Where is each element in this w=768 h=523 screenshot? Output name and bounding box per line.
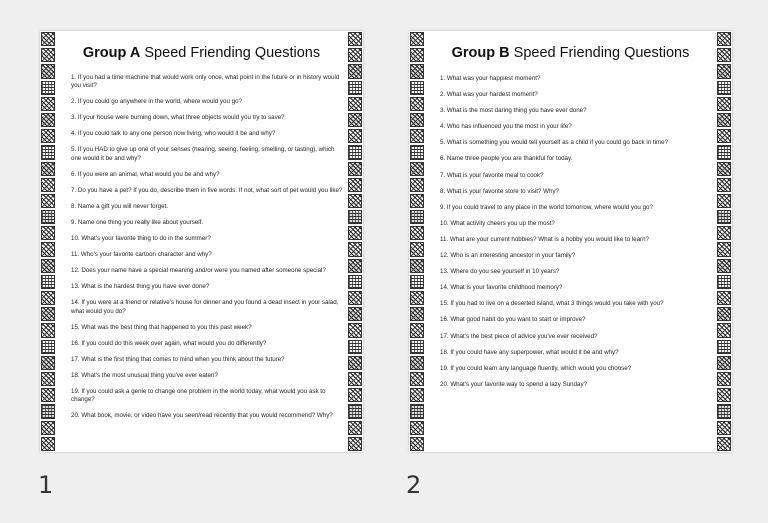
border-pattern-tile <box>348 259 362 273</box>
border-pattern-tile <box>717 437 731 451</box>
question-item: 3. If your house were burning down, what three objects would you try to save? <box>71 114 285 122</box>
question-item: 8. What is your favorite store to visit? Why? <box>440 187 559 195</box>
border-pattern-tile <box>410 323 424 337</box>
border-pattern-tile <box>41 421 55 435</box>
border-pattern-tile <box>717 404 731 418</box>
page-title <box>409 45 732 61</box>
border-pattern-tile <box>348 340 362 354</box>
question-item: 9. If you could travel to any place in the world tomorrow, where would you go? <box>440 203 653 211</box>
border-pattern-tile <box>717 323 731 337</box>
border-pattern-tile <box>348 129 362 143</box>
border-pattern-tile <box>348 97 362 111</box>
border-pattern-tile <box>410 194 424 208</box>
question-item: 18. What's the most unusual thing you've ever eaten? <box>71 371 218 379</box>
question-item: 5. What is something you would tell yourself as a child if you could go back in time? <box>440 139 669 147</box>
question-item: 14. If you were at a friend or relative's house for dinner and you found a dead insect in your salad, what would you do? <box>71 299 339 315</box>
border-pattern-tile <box>41 404 55 418</box>
border-pattern-tile <box>410 388 424 402</box>
question-item: 7. Do you have a pet? If you do, describe them in five words. If not, what sort of pet would you like? <box>71 186 343 194</box>
question-item: 13. What is the hardest thing you have ever done? <box>71 283 210 291</box>
question-item: 3. What is the most daring thing you have ever done? <box>440 107 587 115</box>
border-pattern-tile <box>41 242 55 256</box>
border-pattern-tile <box>410 242 424 256</box>
border-pattern-tile <box>717 275 731 289</box>
page-number-label: 1 <box>38 471 54 499</box>
border-pattern-tile <box>410 291 424 305</box>
page-title <box>40 45 363 61</box>
border-pattern-tile <box>410 210 424 224</box>
border-pattern-tile <box>410 226 424 240</box>
border-pattern-tile <box>717 129 731 143</box>
border-pattern-tile <box>410 437 424 451</box>
border-pattern-tile <box>41 145 55 159</box>
border-pattern-tile <box>717 194 731 208</box>
border-pattern-tile <box>348 437 362 451</box>
border-pattern-tile <box>717 356 731 370</box>
border-pattern-tile <box>717 97 731 111</box>
border-pattern-tile <box>348 404 362 418</box>
border-pattern-tile <box>348 194 362 208</box>
page-thumbnail-2[interactable] <box>409 31 732 452</box>
border-pattern-tile <box>717 242 731 256</box>
border-pattern-tile <box>348 388 362 402</box>
border-pattern-tile <box>41 210 55 224</box>
border-pattern-tile <box>41 97 55 111</box>
title-text: Speed Friending Questions <box>509 45 690 61</box>
group-label: Group A <box>82 45 141 61</box>
border-pattern-tile <box>410 64 424 78</box>
border-pattern-tile <box>410 356 424 370</box>
page-number-label: 2 <box>406 471 422 499</box>
question-item: 20. What book, movie, or video have you seen/read recently that you would recommend? Why? <box>71 412 333 420</box>
border-pattern-tile <box>348 372 362 386</box>
question-item: 2. What was your hardest moment? <box>440 91 538 99</box>
border-pattern-tile <box>717 210 731 224</box>
border-pattern-tile <box>410 307 424 321</box>
border-pattern-tile <box>410 145 424 159</box>
question-list <box>440 75 714 397</box>
border-pattern-tile <box>41 81 55 95</box>
border-pattern-tile <box>41 226 55 240</box>
question-item: 10. What activity cheers you up the most? <box>440 219 555 227</box>
question-item: 11. Who's your favorite cartoon character and why? <box>71 251 212 259</box>
border-pattern-tile <box>410 113 424 127</box>
border-pattern-tile <box>41 388 55 402</box>
question-item: 2. If you could go anywhere in the world, where would you go? <box>71 98 242 106</box>
question-item: 17. What is the first thing that comes to mind when you think about the future? <box>71 355 285 363</box>
decorative-border-right <box>348 31 362 452</box>
border-pattern-tile <box>717 291 731 305</box>
question-list <box>71 74 345 428</box>
border-pattern-tile <box>717 372 731 386</box>
question-item: 15. What was the best thing that happened to you this past week? <box>71 323 252 331</box>
question-item: 17. What's the best piece of advice you've ever received? <box>440 332 598 340</box>
border-pattern-tile <box>41 162 55 176</box>
border-pattern-tile <box>410 162 424 176</box>
border-pattern-tile <box>410 275 424 289</box>
border-pattern-tile <box>410 97 424 111</box>
border-pattern-tile <box>410 340 424 354</box>
border-pattern-tile <box>41 194 55 208</box>
border-pattern-tile <box>348 81 362 95</box>
border-pattern-tile <box>717 145 731 159</box>
question-item: 16. What good habit do you want to start or improve? <box>440 316 586 324</box>
question-item: 5. If you HAD to give up one of your senses (hearing, seeing, feeling, smelling, or tasting), which one would it be and why? <box>71 146 335 162</box>
border-pattern-tile <box>717 421 731 435</box>
question-item: 6. Name three people you are thankful for today. <box>440 155 573 163</box>
border-pattern-tile <box>41 129 55 143</box>
border-pattern-tile <box>410 372 424 386</box>
question-item: 20. What's your favorite way to spend a lazy Sunday? <box>440 380 588 388</box>
border-pattern-tile <box>41 437 55 451</box>
border-pattern-tile <box>348 421 362 435</box>
border-pattern-tile <box>41 259 55 273</box>
border-pattern-tile <box>348 307 362 321</box>
question-item: 9. Name one thing you really like about yourself. <box>71 218 204 226</box>
border-pattern-tile <box>717 81 731 95</box>
question-item: 4. Who has influenced you the most in your life? <box>440 123 572 131</box>
border-pattern-tile <box>348 291 362 305</box>
question-item: 19. If you could ask a genie to change one problem in the world today, what would you ask to change? <box>71 387 326 404</box>
border-pattern-tile <box>348 356 362 370</box>
border-pattern-tile <box>41 372 55 386</box>
border-pattern-tile <box>348 210 362 224</box>
border-pattern-tile <box>410 129 424 143</box>
question-item: 18. If you could have any superpower, what would it be and why? <box>440 348 619 356</box>
border-pattern-tile <box>41 307 55 321</box>
border-pattern-tile <box>348 113 362 127</box>
border-pattern-tile <box>41 275 55 289</box>
border-pattern-tile <box>717 113 731 127</box>
border-pattern-tile <box>717 162 731 176</box>
title-text: Speed Friending Questions <box>140 45 321 61</box>
border-pattern-tile <box>41 323 55 337</box>
border-pattern-tile <box>348 323 362 337</box>
decorative-border-left <box>41 31 55 452</box>
border-pattern-tile <box>348 162 362 176</box>
question-item: 6. If you were an animal, what would you be and why? <box>71 170 220 178</box>
border-pattern-tile <box>410 81 424 95</box>
border-pattern-tile <box>717 259 731 273</box>
question-item: 14. What is your favorite childhood memory? <box>440 284 563 292</box>
border-pattern-tile <box>717 178 731 192</box>
border-pattern-tile <box>410 178 424 192</box>
question-item: 12. Does your name have a special meaning and/or were you named after someone special? <box>71 267 326 275</box>
question-item: 19. If you could learn any language fluently, which would you choose? <box>440 364 632 372</box>
question-item: 13. Where do you see yourself in 10 years? <box>440 268 560 276</box>
border-pattern-tile <box>41 178 55 192</box>
border-pattern-tile <box>410 404 424 418</box>
decorative-border-right <box>717 31 731 452</box>
question-item: 11. What are your current hobbies? What is a hobby you would like to learn? <box>440 235 649 243</box>
page-thumbnail-1[interactable] <box>40 31 363 452</box>
question-item: 16. If you could do this week over again, what would you do differently? <box>71 339 267 347</box>
question-item: 12. Who is an interesting ancestor in your family? <box>440 252 576 260</box>
border-pattern-tile <box>348 178 362 192</box>
question-item: 7. What is your favorite meal to cook? <box>440 171 544 179</box>
border-pattern-tile <box>717 226 731 240</box>
question-item: 10. What's your favorite thing to do in the summer? <box>71 235 211 243</box>
border-pattern-tile <box>41 340 55 354</box>
border-pattern-tile <box>410 259 424 273</box>
border-pattern-tile <box>717 64 731 78</box>
border-pattern-tile <box>348 145 362 159</box>
border-pattern-tile <box>717 307 731 321</box>
border-pattern-tile <box>410 421 424 435</box>
question-item: 4. If you could talk to any one person now living, who would it be and why? <box>71 130 276 138</box>
border-pattern-tile <box>348 64 362 78</box>
border-pattern-tile <box>717 340 731 354</box>
border-pattern-tile <box>41 291 55 305</box>
border-pattern-tile <box>348 226 362 240</box>
question-item: 8. Name a gift you will never forget. <box>71 202 168 210</box>
group-label: Group B <box>451 45 510 61</box>
border-pattern-tile <box>41 113 55 127</box>
border-pattern-tile <box>348 275 362 289</box>
border-pattern-tile <box>717 388 731 402</box>
question-item: 15. If you had to live on a deserted island, what 3 things would you take with you? <box>440 300 664 308</box>
border-pattern-tile <box>348 242 362 256</box>
question-item: 1. If you had a time machine that would work only once, what point in the future or in history would you visit? <box>71 74 340 90</box>
decorative-border-left <box>410 31 424 452</box>
border-pattern-tile <box>41 356 55 370</box>
border-pattern-tile <box>41 64 55 78</box>
question-item: 1. What was your happiest moment? <box>440 75 541 82</box>
